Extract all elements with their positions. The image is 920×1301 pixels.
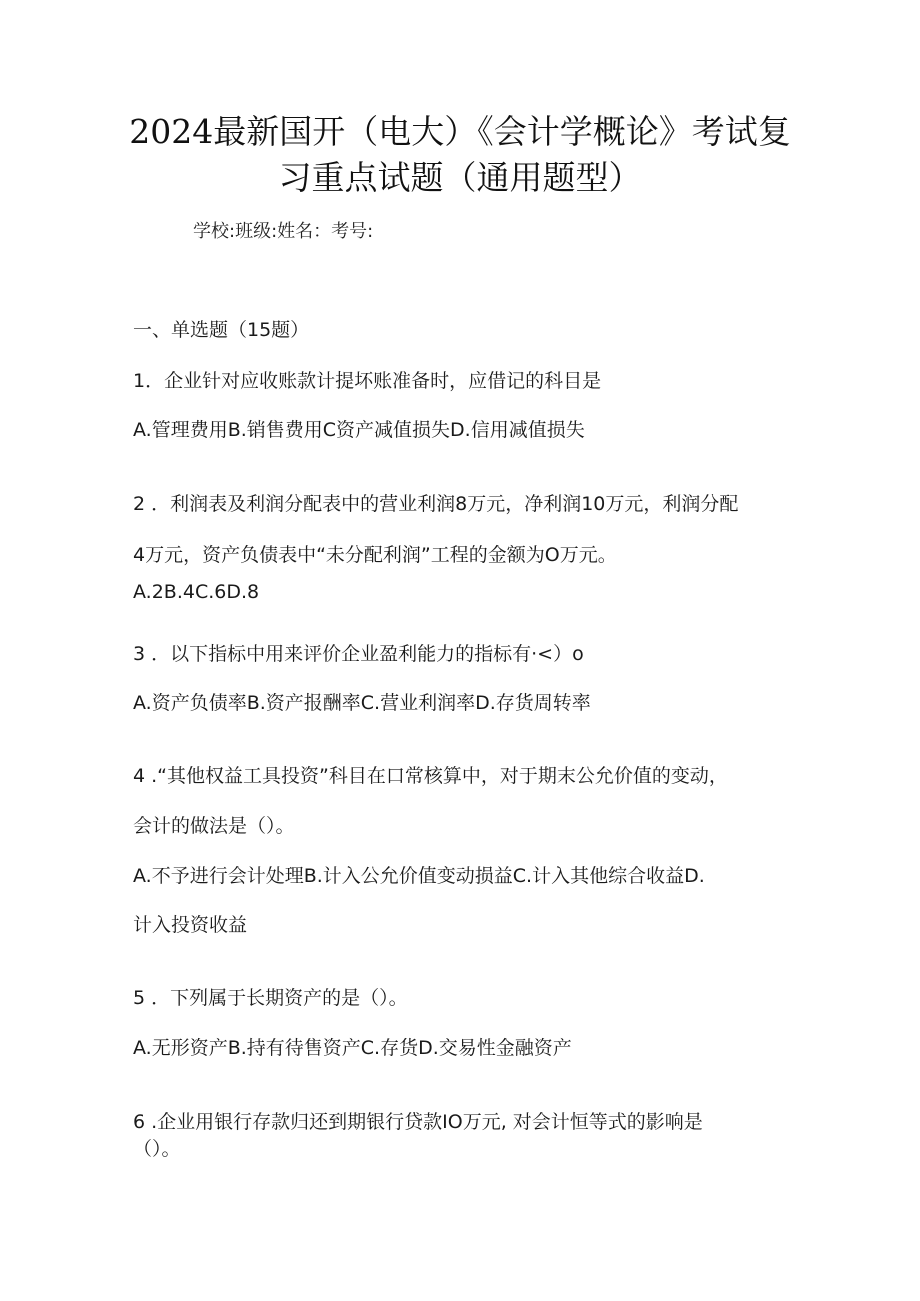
- question-6-text: 6 .企业用银行存款归还到期银行贷款IO万元, 对会计恒等式的影响是: [133, 1111, 703, 1133]
- question-1-options: A.管理费用B.销售费用C资产减值损失D.信用减值损失: [133, 419, 585, 441]
- question-3-options: A.资产负债率B.资产报酬率C.营业利润率D.存货周转率: [133, 692, 591, 714]
- question-6-text-cont: （）。: [133, 1138, 181, 1160]
- question-1-text: 1．企业针对应收账款计提坏账准备时，应借记的科目是: [133, 370, 602, 392]
- document-title-line-1: 2024最新国开（电大）《会计学概论》考试复: [129, 112, 791, 151]
- question-4-text: 4 .“其他权益工具投资”科目在口常核算中，对于期末公允价值的变动，: [133, 765, 728, 787]
- student-info-fields: 学校:班级:姓名：考号:: [193, 221, 374, 242]
- question-4-options: A.不予进行会计处理B.计入公允价值变动损益C.计入其他综合收益D.: [133, 865, 705, 887]
- question-2-text-cont: 4万元，资产负债表中“未分配利润”工程的金额为O万元。: [133, 544, 617, 566]
- section-heading: 一、单选题（15题）: [133, 319, 310, 341]
- question-3-text: 3 ．以下指标中用来评价企业盈利能力的指标有·<）o: [133, 643, 584, 665]
- question-2-options: A.2B.4C.6D.8: [133, 581, 260, 603]
- question-2-text: 2 ．利润表及利润分配表中的营业利润8万元，净利润10万元，利润分配: [133, 493, 739, 515]
- question-5-text: 5 ．下列属于长期资产的是（）。: [133, 987, 408, 1009]
- question-4-text-cont: 会计的做法是（）。: [133, 815, 295, 837]
- document-title-line-2: 习重点试题（通用题型）: [278, 158, 642, 197]
- question-5-options: A.无形资产B.持有待售资产C.存货D.交易性金融资产: [133, 1037, 572, 1059]
- question-4-options-cont: 计入投资收益: [133, 914, 248, 936]
